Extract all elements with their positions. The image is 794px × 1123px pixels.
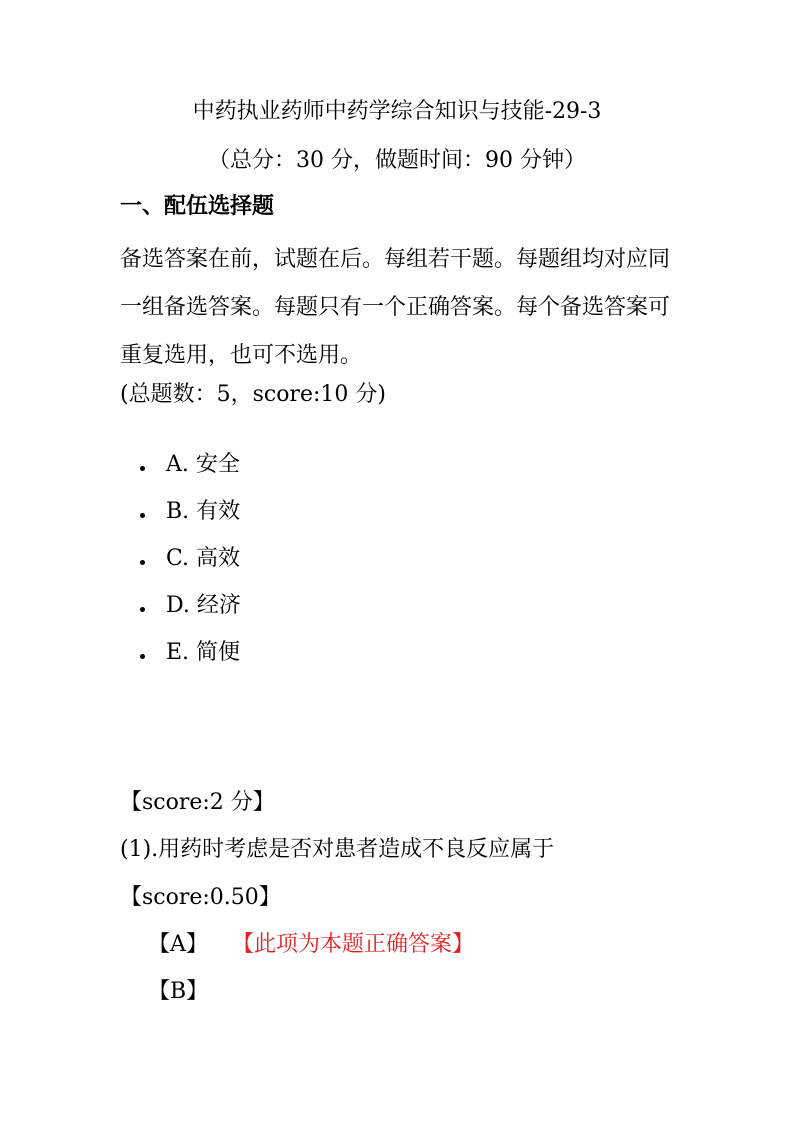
option-item xyxy=(140,441,241,488)
correct-answer-tag: 【此项为本题正确答案】 xyxy=(232,932,475,957)
bullet-icon xyxy=(140,607,145,612)
bullet-icon xyxy=(140,513,145,518)
answer-label-a: 【A】 xyxy=(148,932,208,957)
option-item xyxy=(140,535,241,582)
option-item xyxy=(140,488,241,535)
section-heading: 一、配伍选择题 xyxy=(120,194,275,219)
option-item xyxy=(140,629,241,676)
bullet-icon xyxy=(140,560,145,565)
document-title: 中药执业药师中药学综合知识与技能-29-3 xyxy=(192,99,602,124)
group-score-label: 【score:2 分】 xyxy=(120,790,275,815)
option-label: C. 高效 xyxy=(166,545,241,571)
answer-label-b: 【B】 xyxy=(148,979,209,1004)
option-list xyxy=(140,441,241,676)
document-subtitle: （总分：30 分，做题时间：90 分钟） xyxy=(208,148,586,173)
option-label: E. 简便 xyxy=(166,639,241,665)
option-label: A. 安全 xyxy=(166,451,240,477)
question-count-line: (总题数：5，score:10 分) xyxy=(120,382,386,407)
question-score-label: 【score:0.50】 xyxy=(120,885,281,910)
option-label: B. 有效 xyxy=(166,498,241,524)
bullet-icon xyxy=(140,654,145,659)
option-label: D. 经济 xyxy=(166,592,241,618)
bullet-icon xyxy=(140,466,145,471)
question-text: (1).用药时考虑是否对患者造成不良反应属于 xyxy=(120,837,555,862)
option-item xyxy=(140,582,241,629)
section-instructions: 备选答案在前，试题在后。每组若干题。每题组均对应同一组备选答案。每题只有一个正确答案。每个备选答案可重复选用，也可不选用。 xyxy=(120,247,671,368)
